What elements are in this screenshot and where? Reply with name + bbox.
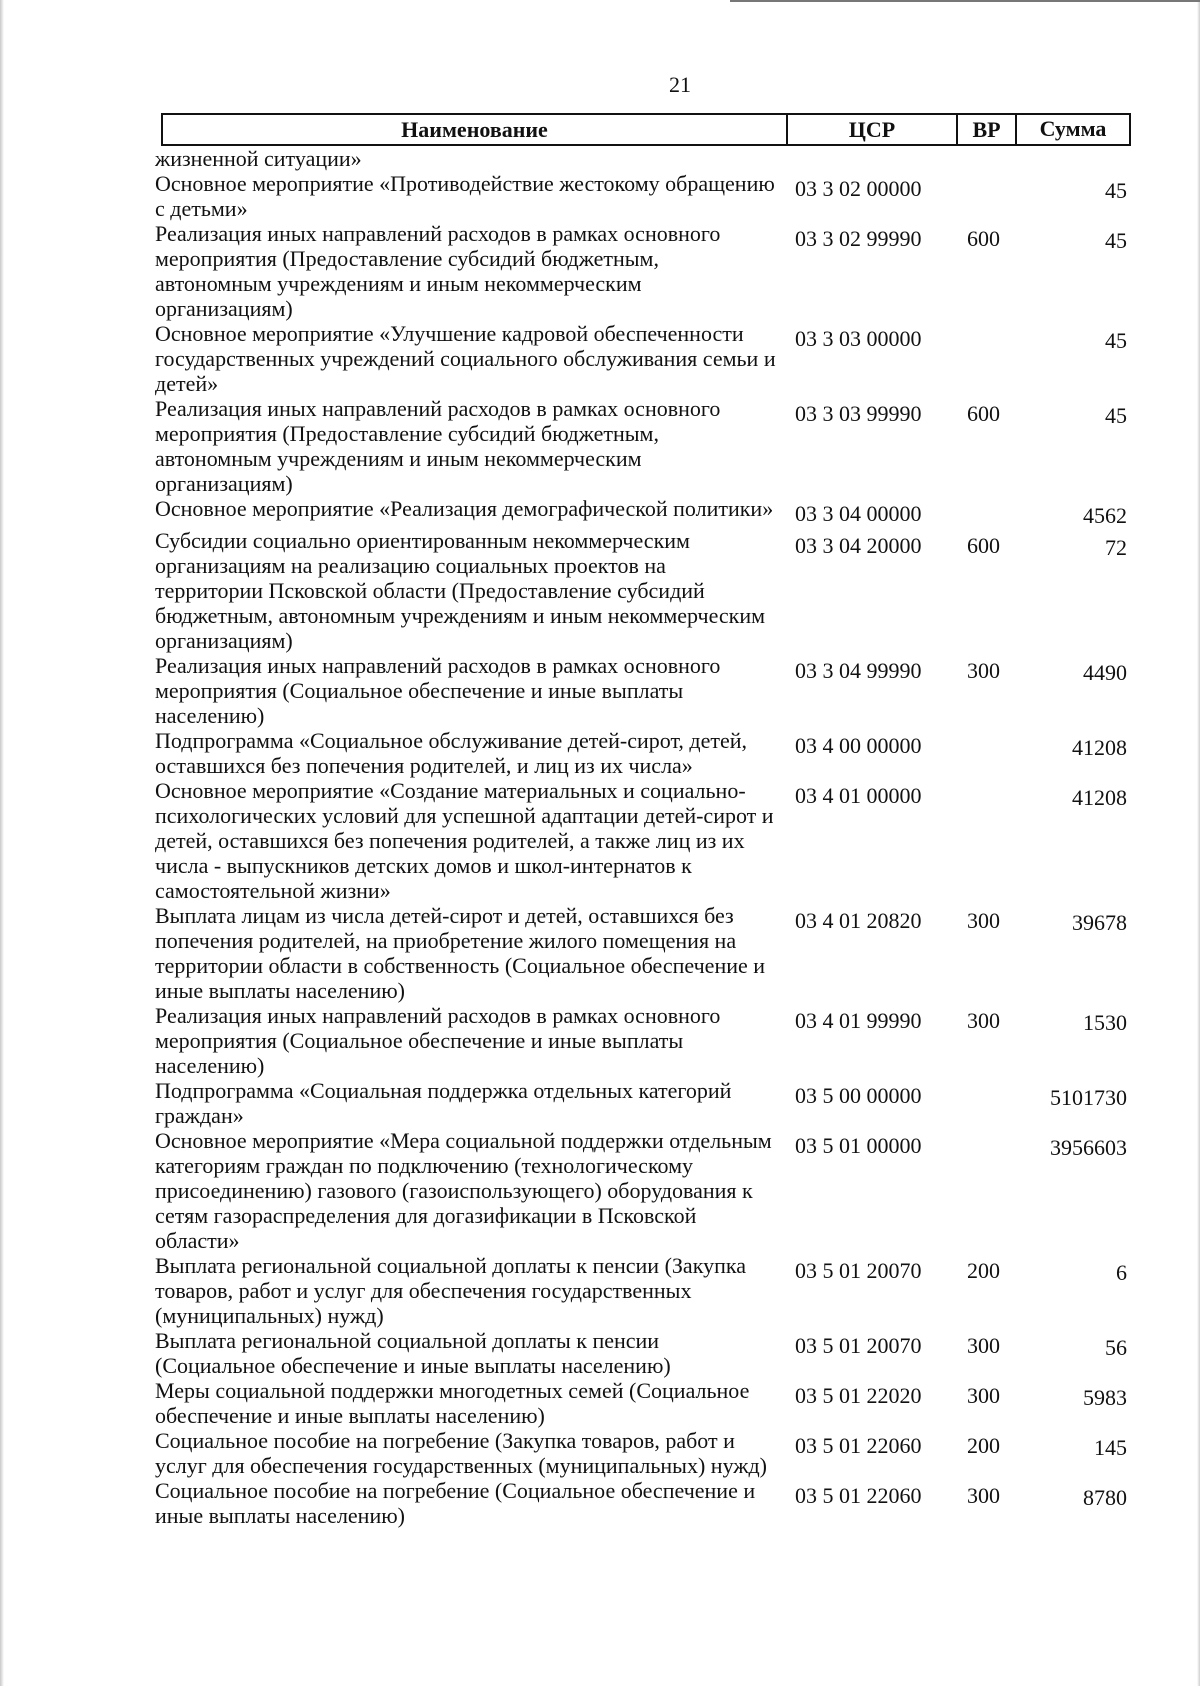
row-name: Субсидии социально ориентированным некоммерческим организациям на реализацию социальных проектов на территории Псковской области (Предоставление субсидий бюджетным, автономным учреждениям и иным некоммерческим организациям) <box>155 528 766 653</box>
row-csr <box>787 146 959 171</box>
row-name: Основное мероприятие «Мера социальной поддержки отдельным категориям граждан по подключению (технологическому присоединению) газового (газоиспользующего) оборудования к сетям газораспределения для догазификации в Псковской области» <box>155 1128 772 1253</box>
header-csr: ЦСР <box>788 115 958 144</box>
table-row <box>155 1078 1135 1128</box>
row-vr <box>959 1128 1019 1253</box>
row-sum: 72 <box>1105 535 1127 560</box>
row-sum: 4490 <box>1083 660 1127 685</box>
row-name: Выплата региональной социальной доплаты к пенсии (Социальное обеспечение и иные выплаты населению) <box>155 1328 671 1378</box>
row-csr: 03 5 01 00000 <box>795 1133 922 1158</box>
row-name: Реализация иных направлений расходов в рамках основного мероприятия (Социальное обеспечение и иные выплаты населению) <box>155 1003 721 1078</box>
row-vr: 300 <box>967 658 1000 683</box>
row-csr: 03 5 00 00000 <box>795 1083 922 1108</box>
table-header <box>161 113 1131 146</box>
table-row <box>155 528 1135 653</box>
row-vr: 300 <box>967 1333 1000 1358</box>
row-sum: 145 <box>1094 1435 1127 1460</box>
row-vr <box>959 1078 1019 1128</box>
row-name: Меры социальной поддержки многодетных семей (Социальное обеспечение и иные выплаты населению) <box>155 1378 750 1428</box>
row-name: Основное мероприятие «Улучшение кадровой обеспеченности государственных учреждений социального обслуживания семьи и детей» <box>155 321 776 396</box>
row-vr: 600 <box>967 533 1000 558</box>
table-row <box>155 653 1135 728</box>
row-sum: 1530 <box>1083 1010 1127 1035</box>
row-sum: 45 <box>1105 228 1127 253</box>
table-row <box>155 1478 1135 1528</box>
row-name: Основное мероприятие «Создание материальных и социально-психологических условий для успешной адаптации детей-сирот и детей, оставшихся без попечения родителей, а также лиц из их числа - выпускников детских домов и школ-интернатов к самостоятельной жизни» <box>155 778 774 903</box>
row-csr: 03 5 01 22060 <box>795 1483 922 1508</box>
row-sum: 45 <box>1105 178 1127 203</box>
row-csr: 03 3 02 00000 <box>795 176 922 201</box>
header-name: Наименование <box>163 115 788 144</box>
table-row <box>155 728 1135 778</box>
header-vr: ВР <box>958 115 1017 144</box>
row-sum <box>1019 146 1127 171</box>
row-vr: 600 <box>967 226 1000 251</box>
row-name: Основное мероприятие «Противодействие жестокому обращению с детьми» <box>155 171 775 221</box>
row-sum: 41208 <box>1072 785 1127 810</box>
row-vr <box>959 171 1019 221</box>
table-row <box>155 496 1135 528</box>
row-sum: 6 <box>1116 1260 1127 1285</box>
row-csr: 03 4 00 00000 <box>795 733 922 758</box>
row-vr: 300 <box>967 908 1000 933</box>
row-name: жизненной ситуации» <box>155 146 362 171</box>
row-sum: 3956603 <box>1050 1135 1127 1160</box>
row-sum: 4562 <box>1083 503 1127 528</box>
row-sum: 39678 <box>1072 910 1127 935</box>
row-name: Реализация иных направлений расходов в рамках основного мероприятия (Социальное обеспечение и иные выплаты населению) <box>155 653 721 728</box>
row-sum: 45 <box>1105 403 1127 428</box>
row-vr <box>959 146 1019 171</box>
row-csr: 03 4 01 00000 <box>795 783 922 808</box>
row-csr: 03 3 03 99990 <box>795 401 922 426</box>
row-csr: 03 3 04 99990 <box>795 658 922 683</box>
row-sum: 41208 <box>1072 735 1127 760</box>
table-row <box>155 903 1135 1003</box>
row-sum: 5101730 <box>1050 1085 1127 1110</box>
row-name: Социальное пособие на погребение (Социальное обеспечение и иные выплаты населению) <box>155 1478 756 1528</box>
row-vr <box>959 728 1019 778</box>
table-row <box>155 321 1135 396</box>
row-csr: 03 3 04 00000 <box>795 501 922 526</box>
row-sum: 8780 <box>1083 1485 1127 1510</box>
table-row <box>155 1428 1135 1478</box>
row-vr: 300 <box>967 1008 1000 1033</box>
row-csr: 03 3 02 99990 <box>795 226 922 251</box>
row-vr: 200 <box>967 1433 1000 1458</box>
page-number: 21 <box>669 72 691 97</box>
row-sum: 45 <box>1105 328 1127 353</box>
row-name: Социальное пособие на погребение (Закупка товаров, работ и услуг для обеспечения государственных (муниципальных) нужд) <box>155 1428 767 1478</box>
row-vr: 300 <box>967 1483 1000 1508</box>
table-row <box>155 778 1135 903</box>
table-row <box>155 146 1135 171</box>
row-vr <box>959 496 1019 528</box>
row-csr: 03 3 03 00000 <box>795 326 922 351</box>
row-csr: 03 4 01 99990 <box>795 1008 922 1033</box>
row-name: Реализация иных направлений расходов в рамках основного мероприятия (Предоставление субсидий бюджетным, автономным учреждениям и иным некоммерческим организациям) <box>155 396 721 496</box>
scan-edge-left <box>0 0 4 1686</box>
row-vr: 300 <box>967 1383 1000 1408</box>
row-name: Основное мероприятие «Реализация демографической политики» <box>155 496 774 521</box>
table-row <box>155 1003 1135 1078</box>
row-csr: 03 5 01 20070 <box>795 1333 922 1358</box>
row-vr: 200 <box>967 1258 1000 1283</box>
table-row <box>155 1253 1135 1328</box>
row-name: Реализация иных направлений расходов в рамках основного мероприятия (Предоставление субсидий бюджетным, автономным учреждениям и иным некоммерческим организациям) <box>155 221 721 321</box>
row-csr: 03 5 01 22020 <box>795 1383 922 1408</box>
row-csr: 03 4 01 20820 <box>795 908 922 933</box>
row-csr: 03 5 01 20070 <box>795 1258 922 1283</box>
row-vr <box>959 778 1019 903</box>
row-vr <box>959 321 1019 396</box>
row-csr: 03 5 01 22060 <box>795 1433 922 1458</box>
row-sum: 56 <box>1105 1335 1127 1360</box>
table-row <box>155 1128 1135 1253</box>
scan-edge-top <box>730 0 1200 2</box>
table-row <box>155 396 1135 496</box>
row-name: Подпрограмма «Социальная поддержка отдельных категорий граждан» <box>155 1078 732 1128</box>
row-name: Подпрограмма «Социальное обслуживание детей-сирот, детей, оставшихся без попечения родителей, и лиц из их числа» <box>155 728 748 778</box>
table-body <box>155 146 1135 1528</box>
header-sum: Сумма <box>1039 116 1107 141</box>
table-row <box>155 221 1135 321</box>
row-name: Выплата региональной социальной доплаты к пенсии (Закупка товаров, работ и услуг для обеспечения государственных (муниципальных) нужд) <box>155 1253 746 1328</box>
row-name: Выплата лицам из числа детей-сирот и детей, оставшихся без попечения родителей, на приобретение жилого помещения на территории области в собственность (Социальное обеспечение и иные выплаты населению) <box>155 903 766 1003</box>
row-sum: 5983 <box>1083 1385 1127 1410</box>
row-vr: 600 <box>967 401 1000 426</box>
row-csr: 03 3 04 20000 <box>795 533 922 558</box>
table-row <box>155 1328 1135 1378</box>
table-row <box>155 1378 1135 1428</box>
table-row <box>155 171 1135 221</box>
